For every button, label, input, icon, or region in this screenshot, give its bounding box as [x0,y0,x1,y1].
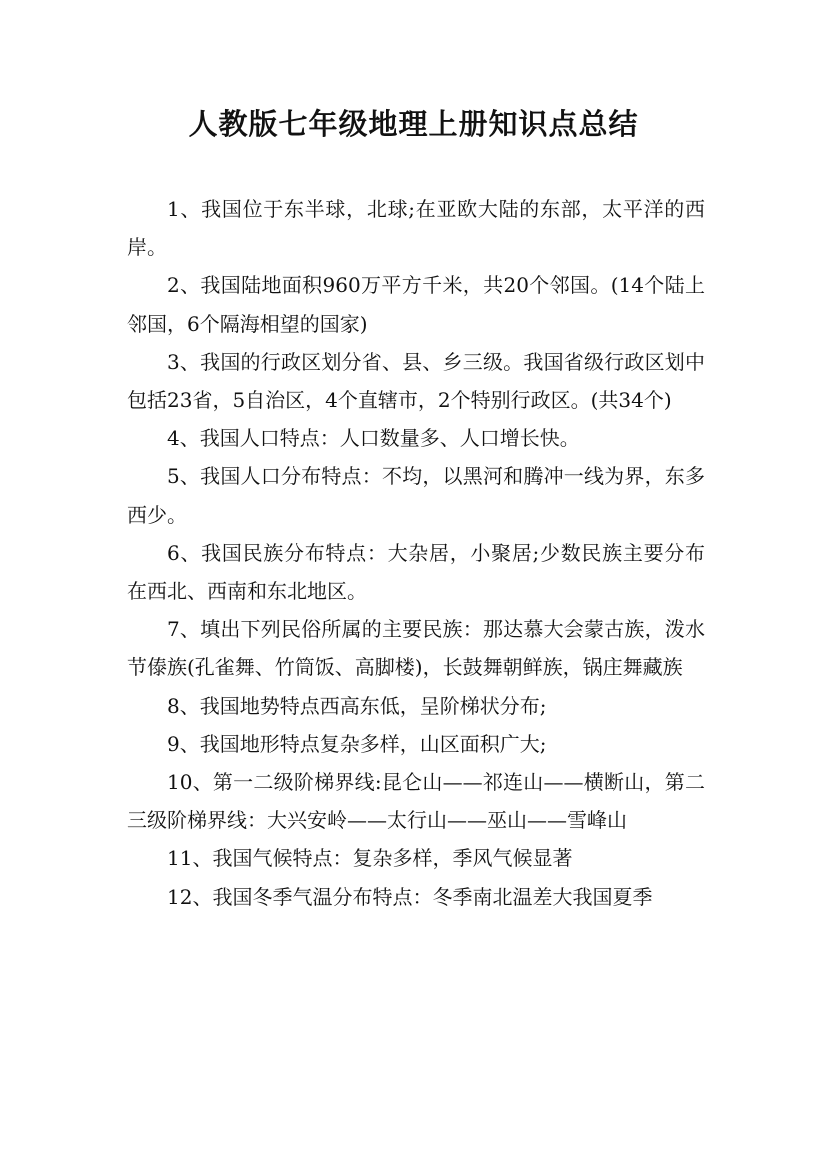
paragraph-8: 8、我国地势特点西高东低，呈阶梯状分布; [167,693,547,718]
document-title: 人教版七年级地理上册知识点总结 [188,107,639,141]
paragraph-7: 7、填出下列民俗所属的主要民族：那达慕大会蒙古族，泼水节傣族(孔雀舞、竹筒饭、高脚楼)，长鼓舞朝鲜族，锅庄舞藏族 [127,617,705,680]
paragraph-11: 11、我国气候特点：复杂多样，季风气候显著 [167,846,573,871]
paragraph-5: 5、我国人口分布特点：不均，以黑河和腾冲一线为界，东多西少。 [127,464,705,527]
paragraph-1: 1、我国位于东半球，北球;在亚欧大陆的东部，太平洋的西岸。 [127,197,705,260]
document-body [127,190,705,916]
paragraph-6: 6、我国民族分布特点：大杂居，小聚居;少数民族主要分布在西北、西南和东北地区。 [127,540,705,604]
paragraph-2: 2、我国陆地面积960万平方千米，共20个邻国。(14个陆上邻国，6个隔海相望的国家) [127,273,705,336]
paragraph-9: 9、我国地形特点复杂多样，山区面积广大; [167,731,547,756]
paragraph-10: 10、第一二级阶梯界线:昆仑山——祁连山——横断山，第二三级阶梯界线：大兴安岭——太行山——巫山——雪峰山 [127,770,705,833]
paragraph-12: 12、我国冬季气温分布特点：冬季南北温差大我国夏季 [167,884,653,909]
paragraph-4: 4、我国人口特点：人口数量多、人口增长快。 [167,426,580,451]
paragraph-3: 3、我国的行政区划分省、县、乡三级。我国省级行政区划中包括23省，5自治区，4个直辖市，2个特别行政区。(共34个) [127,349,705,413]
